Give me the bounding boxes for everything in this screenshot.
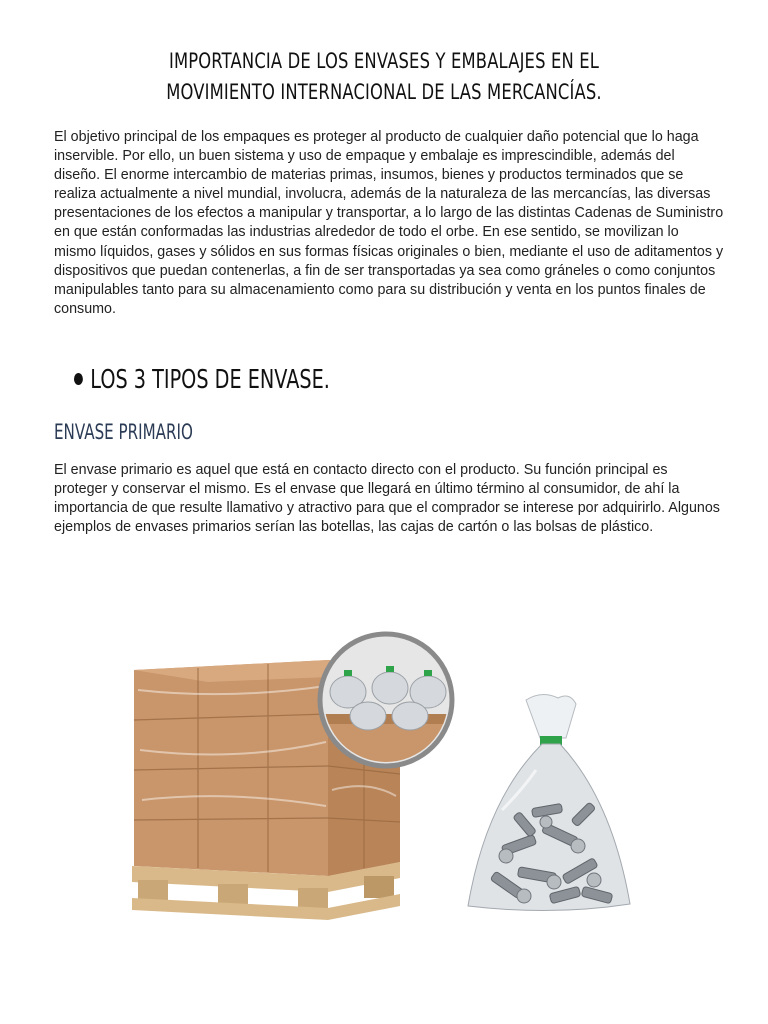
section-heading-text: LOS 3 TIPOS DE ENVASE. — [90, 365, 330, 395]
section-heading — [74, 363, 330, 397]
bullet-icon — [74, 373, 83, 385]
pallet-boxes-image — [128, 630, 458, 935]
plastic-bag-image — [462, 690, 642, 925]
primary-package-paragraph: El envase primario es aquel que está en contacto directo con el producto. Su función principal es proteger y conservar el mismo. Es el envase que llegará en último término al consumidor, de ahí la importancia de que resulte llamativo y atractivo para que el comprador se interese por adquirirlo. Algunos ejemplos de envases primarios serían las botellas, las cajas de cartón o las bolsas de plástico. — [54, 462, 720, 536]
subheading-primary-package: ENVASE PRIMARIO — [54, 420, 193, 444]
page-title: IMPORTANCIA DE LOS ENVASES Y EMBALAJES EN EL MOVIMIENTO INTERNACIONAL DE LAS MERCANCÍAS. — [166, 49, 602, 104]
intro-paragraph: El objetivo principal de los empaques es proteger al producto de cualquier daño potencial que lo haga inservible. Por ello, un buen sistema y uso de empaque y embalaje es imprescindible, además del diseño. El enorme intercambio de materias primas, insumos, bienes y productos terminados que se realiza actualmente a nivel mundial, involucra, además de la naturaleza de las mercancías, las diversas presentaciones de los efectos a manipular y transportar, a lo largo de las distintas Cadenas de Suministro en que están conformadas las industrias alrededor de todo el orbe. En ese sentido, se movilizan lo mismo líquidos, gases y sólidos en sus formas físicas originales o bien, mediante el uso de aditamentos y dispositivos que puedan contenerlas, a fin de ser transportadas ya sea como gráneles o como conjuntos manipulables tanto para su almacenamiento como para su distribución y venta en los puntos finales de consumo. — [54, 129, 724, 317]
